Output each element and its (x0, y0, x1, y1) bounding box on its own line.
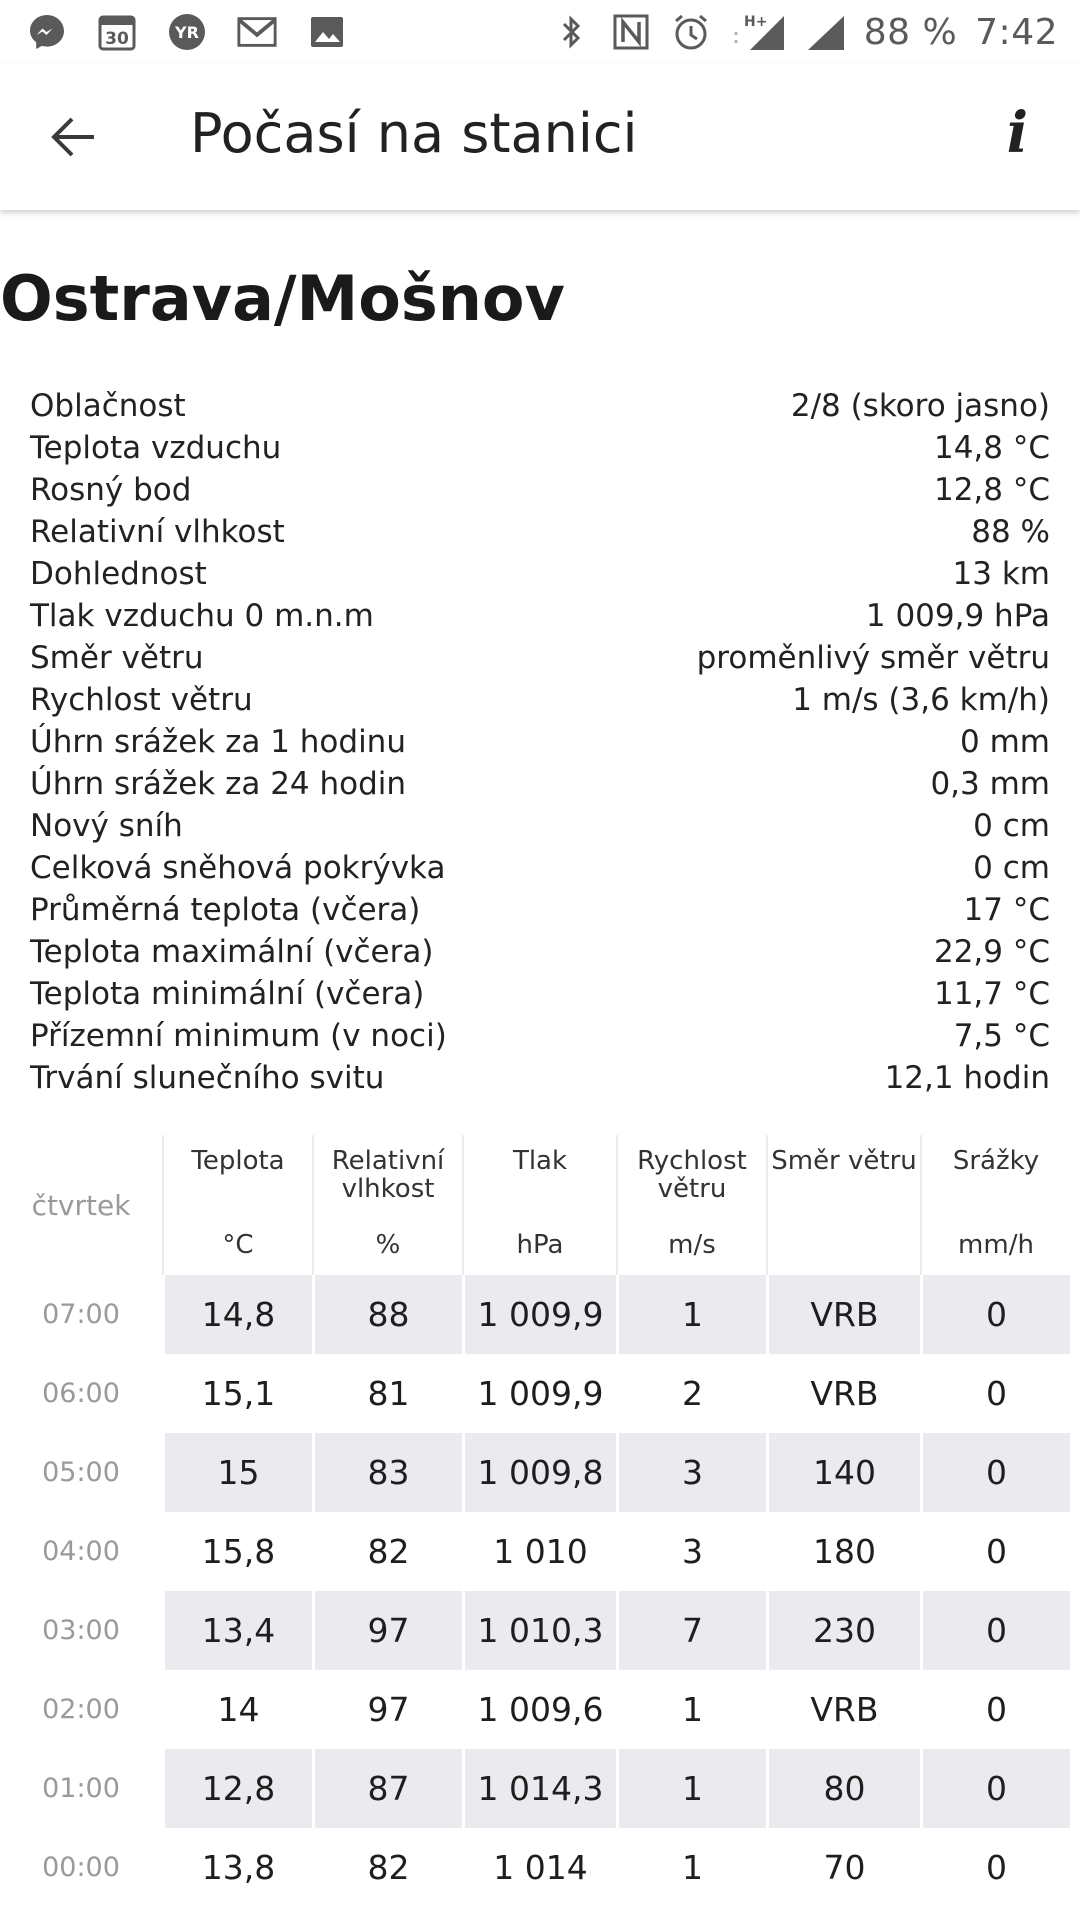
table-row (0, 1828, 1080, 1907)
table-cell: 1 014 (462, 1828, 616, 1907)
table-cell: 15 (162, 1433, 312, 1512)
table-cell: 13,8 (162, 1828, 312, 1907)
alarm-icon (670, 11, 712, 53)
param-value: 12,1 hodin (884, 1060, 1050, 1096)
table-cell: 140 (766, 1433, 920, 1512)
signal-icon (804, 11, 846, 53)
param-label: Přízemní minimum (v noci) (30, 1018, 447, 1054)
table-cell: 0 (920, 1591, 1070, 1670)
column-header (462, 1135, 616, 1275)
param-value: 0 cm (973, 808, 1050, 844)
nfc-icon (610, 11, 652, 53)
calendar-day: 30 (105, 29, 129, 49)
table-cell: 0 (920, 1512, 1070, 1591)
table-cell: 81 (312, 1354, 462, 1433)
image-icon (306, 11, 348, 53)
param-label: Směr větru (30, 640, 204, 676)
battery-level: 88 % (863, 11, 958, 53)
table-cell: VRB (766, 1354, 920, 1433)
param-label: Nový sníh (30, 808, 183, 844)
bluetooth-icon (550, 11, 592, 53)
clock: 7:42 (975, 11, 1058, 53)
column-name: Srážky (952, 1146, 1040, 1176)
row-time: 07:00 (42, 1299, 120, 1330)
param-value: 1 m/s (3,6 km/h) (792, 682, 1050, 718)
param-row (30, 679, 1050, 721)
messenger-icon (26, 11, 68, 53)
param-row (30, 427, 1050, 469)
param-label: Relativní vlhkost (30, 514, 285, 550)
param-value: 11,7 °C (933, 976, 1050, 1012)
param-row (30, 931, 1050, 973)
param-row (30, 637, 1050, 679)
app-bar (0, 64, 1080, 210)
table-cell: 1 (616, 1275, 766, 1354)
row-time: 02:00 (42, 1694, 120, 1725)
table-cell: 14,8 (162, 1275, 312, 1354)
table-cell: 14 (162, 1670, 312, 1749)
table-cell: 15,1 (162, 1354, 312, 1433)
table-cell: 13,4 (162, 1591, 312, 1670)
param-row (30, 511, 1050, 553)
row-time: 03:00 (42, 1615, 120, 1646)
table-cell: 230 (766, 1591, 920, 1670)
hourly-table (0, 1135, 1080, 1907)
param-value: 1 009,9 hPa (865, 598, 1050, 634)
table-row (0, 1354, 1080, 1433)
current-conditions-list (30, 385, 1050, 1099)
param-row (30, 721, 1050, 763)
param-row (30, 1015, 1050, 1057)
param-label: Oblačnost (30, 388, 186, 424)
column-name: Relativní vlhkost (331, 1146, 445, 1204)
info-button[interactable]: i (1006, 100, 1028, 166)
column-header (920, 1135, 1070, 1275)
table-cell: 1 (616, 1670, 766, 1749)
param-label: Celková sněhová pokrývka (30, 850, 446, 886)
param-row (30, 805, 1050, 847)
column-unit: m/s (668, 1230, 716, 1260)
network-label: H+ (743, 14, 768, 30)
param-value: 0 cm (973, 850, 1050, 886)
table-cell: 7 (616, 1591, 766, 1670)
row-time: 00:00 (42, 1852, 120, 1883)
signal-icon (730, 11, 786, 53)
table-cell: VRB (766, 1670, 920, 1749)
table-row (0, 1749, 1080, 1828)
table-cell: 1 (616, 1828, 766, 1907)
column-unit: mm/h (958, 1230, 1034, 1260)
table-cell: 1 010 (462, 1512, 616, 1591)
param-label: Rychlost větru (30, 682, 253, 718)
param-value: 14,8 °C (933, 430, 1050, 466)
column-name: Směr větru (771, 1146, 917, 1176)
param-row (30, 847, 1050, 889)
table-cell: 87 (312, 1749, 462, 1828)
param-value: 0 mm (960, 724, 1050, 760)
page-title: Počasí na stanici (190, 102, 638, 165)
param-value: 17 °C (963, 892, 1050, 928)
table-cell: 82 (312, 1828, 462, 1907)
param-label: Úhrn srážek za 24 hodin (30, 766, 407, 802)
column-name: Tlak (512, 1146, 568, 1176)
table-cell: VRB (766, 1275, 920, 1354)
column-header (312, 1135, 462, 1275)
table-cell: 3 (616, 1512, 766, 1591)
param-value: 0,3 mm (930, 766, 1050, 802)
calendar-icon (96, 11, 138, 53)
table-row (0, 1433, 1080, 1512)
column-unit: °C (222, 1230, 254, 1260)
table-cell: 70 (766, 1828, 920, 1907)
param-row (30, 973, 1050, 1015)
table-cell: 12,8 (162, 1749, 312, 1828)
param-row (30, 889, 1050, 931)
param-label: Teplota minimální (včera) (30, 976, 425, 1012)
table-row (0, 1591, 1080, 1670)
table-cell: 1 009,9 (462, 1354, 616, 1433)
table-cell: 1 009,8 (462, 1433, 616, 1512)
param-value: proměnlivý směr větru (696, 640, 1050, 676)
table-cell: 0 (920, 1354, 1070, 1433)
table-cell: 3 (616, 1433, 766, 1512)
table-cell: 1 009,6 (462, 1670, 616, 1749)
param-row (30, 553, 1050, 595)
row-time: 01:00 (42, 1773, 120, 1804)
table-row (0, 1275, 1080, 1354)
table-cell: 0 (920, 1433, 1070, 1512)
param-label: Dohlednost (30, 556, 207, 592)
param-value: 7,5 °C (953, 1018, 1050, 1054)
column-header (162, 1135, 312, 1275)
table-cell: 88 (312, 1275, 462, 1354)
column-unit: hPa (516, 1230, 564, 1260)
system-icons (550, 11, 1058, 53)
param-row (30, 1057, 1050, 1099)
status-bar (0, 0, 1080, 64)
param-row (30, 469, 1050, 511)
table-body (0, 1275, 1080, 1907)
param-label: Tlak vzduchu 0 m.n.m (30, 598, 374, 634)
table-cell: 80 (766, 1749, 920, 1828)
param-value: 13 km (952, 556, 1050, 592)
yr-label: YR (175, 23, 199, 42)
table-cell: 82 (312, 1512, 462, 1591)
column-header (616, 1135, 766, 1275)
table-cell: 0 (920, 1275, 1070, 1354)
table-cell: 83 (312, 1433, 462, 1512)
column-name: Teplota (191, 1146, 285, 1176)
table-cell: 1 014,3 (462, 1749, 616, 1828)
param-value: 22,9 °C (933, 934, 1050, 970)
table-row (0, 1512, 1080, 1591)
table-cell: 97 (312, 1670, 462, 1749)
row-time: 05:00 (42, 1457, 120, 1488)
column-name: Rychlost větru (637, 1146, 747, 1204)
station-name: Ostrava/Mošnov (0, 262, 565, 335)
param-value: 88 % (971, 514, 1050, 550)
param-label: Rosný bod (30, 472, 192, 508)
table-cell: 0 (920, 1828, 1070, 1907)
column-header (766, 1135, 920, 1275)
param-row (30, 385, 1050, 427)
table-header (0, 1135, 1080, 1275)
table-cell: 15,8 (162, 1512, 312, 1591)
param-value: 12,8 °C (933, 472, 1050, 508)
param-label: Průměrná teplota (včera) (30, 892, 421, 928)
table-cell: 1 010,3 (462, 1591, 616, 1670)
table-cell: 97 (312, 1591, 462, 1670)
param-label: Úhrn srážek za 1 hodinu (30, 724, 406, 760)
param-label: Trvání slunečního svitu (30, 1060, 385, 1096)
param-row (30, 763, 1050, 805)
param-label: Teplota vzduchu (30, 430, 282, 466)
table-cell: 0 (920, 1670, 1070, 1749)
arrow-left-icon (48, 115, 96, 159)
gmail-icon (236, 11, 278, 53)
param-label: Teplota maximální (včera) (30, 934, 434, 970)
row-time: 06:00 (42, 1378, 120, 1409)
yr-icon (166, 11, 208, 53)
column-unit: % (375, 1230, 401, 1260)
notification-icons (26, 11, 348, 53)
table-cell: 2 (616, 1354, 766, 1433)
back-button[interactable] (44, 112, 100, 162)
table-cell: 0 (920, 1749, 1070, 1828)
param-row (30, 595, 1050, 637)
row-time: 04:00 (42, 1536, 120, 1567)
table-cell: 1 009,9 (462, 1275, 616, 1354)
table-cell: 180 (766, 1512, 920, 1591)
table-row (0, 1670, 1080, 1749)
day-label: čtvrtek (31, 1188, 131, 1222)
param-value: 2/8 (skoro jasno) (790, 388, 1050, 424)
table-cell: 1 (616, 1749, 766, 1828)
